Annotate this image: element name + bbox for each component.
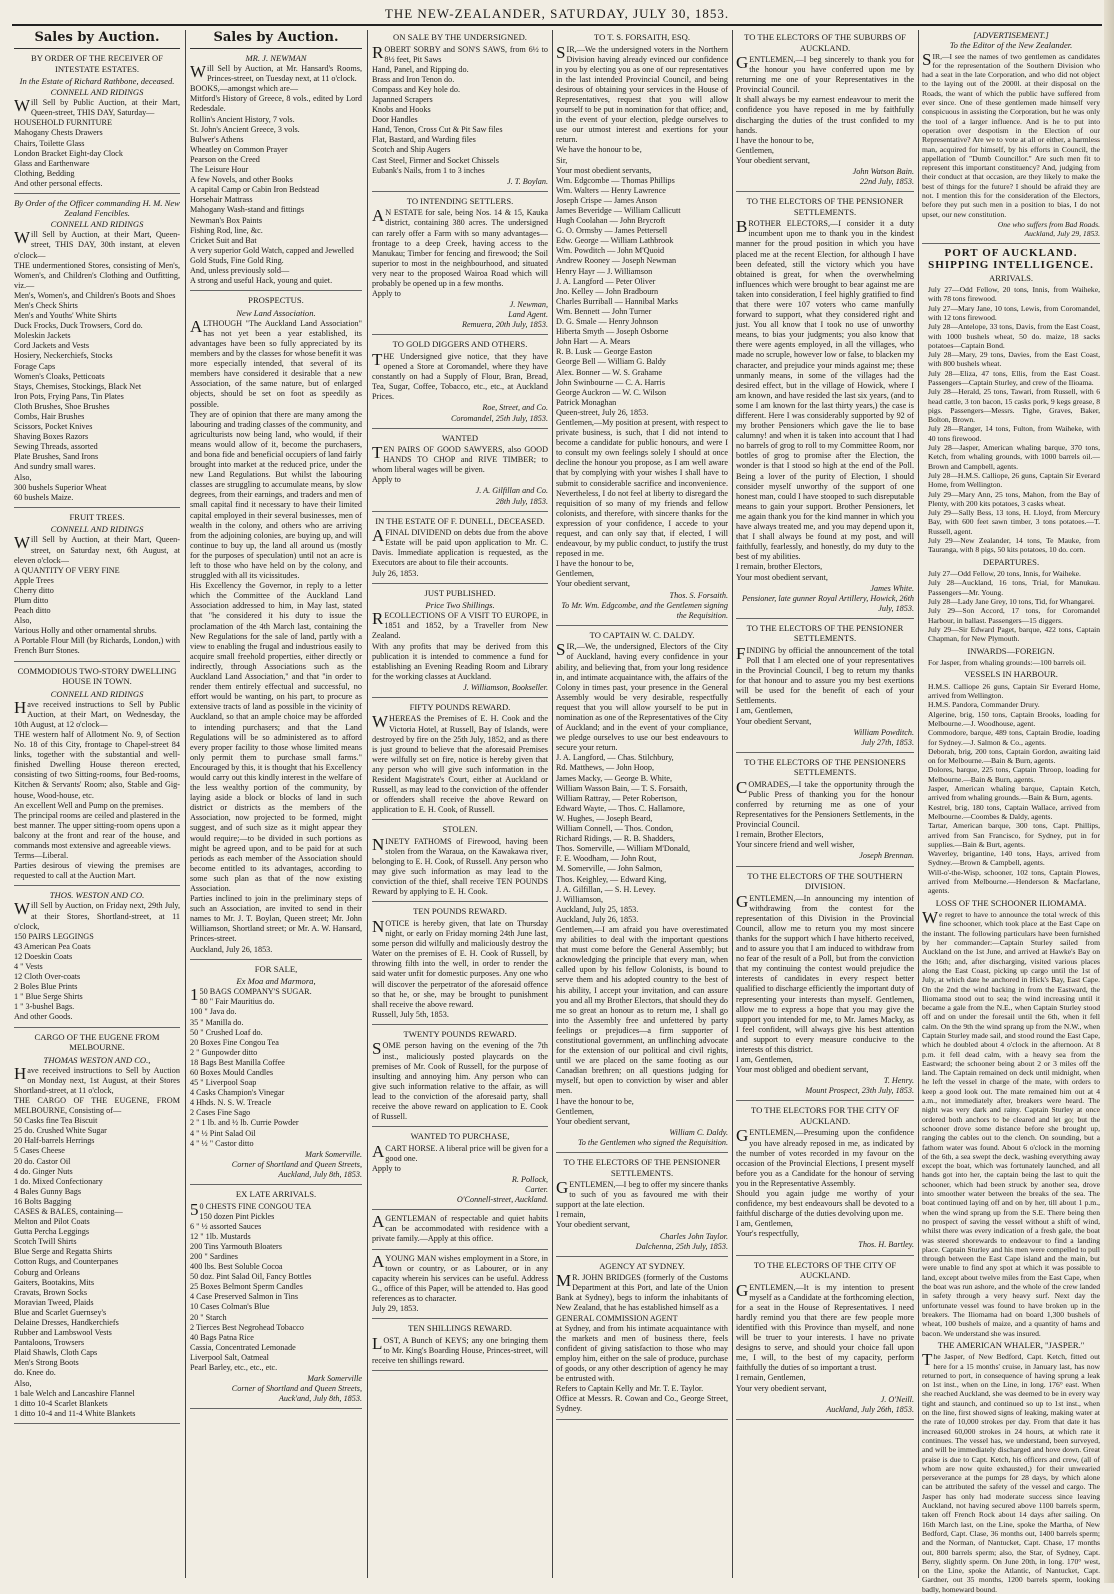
harbour-list: H.M.S. Calliope 26 guns, Captain Sir Everard Home, arrived from Wellington. H.M.S. Pandora, Commander Drury. Algerine, brig, 150 tons, Captain Brooks, loading for Melbourne.—J. Woodhouse, agent. Commodore, barque, 489 tons, Captain Brodie, loading for Sydney.—J. Salmon & Co., agents. Deborah, brig, 200 tons, Captain Gordon, awaiting laid on for Melbourne.—Bain & Burn, agents. Dolores, barque, 225 tons, Captain Throop, loading for Melbourne.—Bain & Burn, agents. Jasper, American whaling barque, Captain Ketch, arrived from whaling grounds.—Bain & Burn, agents. Kestrel, brig, 180 tons, Captain Wallace, arrived from Melbourne.—Coombes & Daldy, agents. Tartar, American barque, 300 tons, Capt. Phillips, arrived from San Francisco, for Sydney, put in for supplies.—Bain & Burt, agents. Waverley, brigantine, 140 tons, Hays, arrived from Sydney.—Brown & Campbell, agents. Will-o'-the-Wisp, schooner, 102 tons, Captain Plowes, arrived from Melbourne.—Henderson & Macfarlane, agents. <box>928 681 1100 896</box>
ad-body: GENTLEMEN,—I beg sincerely to thank you for the honour you have conferred upon me by returning me one of your Representatives in the Provincial Council. It shall always be my earnest endeavour to merit the confidence you have reposed in me by faithfully discharging the duties of the trust confided to my hands. I have the honour to be, Gentlemen, Your obedient servant, <box>736 53 914 165</box>
ad-signature: R. Pollock, Carter. O'Connell-street, Auckland. <box>456 1174 548 1205</box>
ad-title: TO CAPTAIN W. C. DALDY. <box>589 629 695 640</box>
column-divider <box>367 30 368 1578</box>
advertisement <box>190 964 362 1185</box>
ad-title: TO THE ELECTORS OF THE PENSIONER SETTLEMENTS. <box>746 196 904 217</box>
ad-subtitle: New Land Association. <box>236 307 316 318</box>
arrivals-list: July 27—Odd Fellow, 20 tons, Innis, from Waiheke, with 78 tons firewood. July 27—Mary Jane, 10 tons, Lewis, from Coromandel, with 12 tons firewood. July 28—Antelope, 33 tons, Davis, from the East Coast, with 1000 bushels wheat, 50 do. maize, 18 sacks potatoes—Captain Bond. July 28—Mary, 29 tons, Davies, from the East Coast, with 800 bushels wheat. July 28—Eliza, 47 tons, Ellis, from the East Coast. Passengers—Captain Sturley, and crew of the Ilioama. July 28—Herald, 25 tons, Tawari, from Russell, with 6 head cattle, 3 ton bacon, 15 casks pork, 9 kegs grease, 8 pigs. Passengers—Messrs. Tighe, Graves, Baker, Bolton, Brown. July 28—Ranger, 14 tons, Fulton, from Waiheke, with 40 tons firewood. July 28—Jasper, American whaling barque, 370 tons, Ketch, from whaling grounds, with 1000 barrels oil.—Brown and Campbell, agents. July 28—H.M.S. Calliope, 26 guns, Captain Sir Everard Home, from Wellington. July 29—Mary Ann, 25 tons, Mahon, from the Bay of Plenty, with 200 kits potatoes, 3 casks wheat. July 29—Sally Bess, 13 tons, H. Lloyd, from Mercury Bay, with 600 feet sawn timber, 3 tons potatoes.—T. Russell, agent. July 29—New Zealander, 14 tons, Te Mauke, from Tauranga, with 8 pigs, 50 kits potatoes, 10 do. corn. <box>928 285 1100 555</box>
advertisement <box>372 1214 548 1249</box>
ad-body: THE Undersigned give notice, that they have opened a Store at Coromandel, where they have constantly on had a Supply of Flour, Bran, Bread, Tea, Sugar, Coffee, Tobacco, etc., etc., at Auckland Prices. <box>372 349 548 402</box>
ad-body: MR. JOHN BRIDGES (formerly of the Customs Department at this Port, and late of the Union Bank at Sydney), begs to inform the inhabitants of New Zealand, that he has established himself as a GENERAL COMMISSION AGENT at Sydney, and from his intimate acquaintance with the markets and men of business there, feels confident of giving satisfaction to those who may employ him, either on the sale of produce, purchase of goods, or any other description of agency he may be entrusted with. Refers to Captain Kelly and Mr. T. E. Taylor. Office at Messrs. R. Cowan and Co., George Street, Sydney. <box>556 1271 728 1414</box>
harbour-heading: VESSELS IN HARBOUR. <box>964 669 1058 680</box>
ad-title: FRUIT TREES. <box>69 511 125 522</box>
advertisement <box>556 1261 728 1420</box>
auctioneer-name: CONNELL AND RIDINGS <box>50 219 144 230</box>
page-edge <box>1104 0 1114 1583</box>
ad-signature: J. T. Boylan. <box>506 176 548 186</box>
advertisement <box>14 53 180 194</box>
ad-body: GENTLEMEN,—I beg to offer my sincere thanks to such of you as favoured me with their support at the late election. I remain, Your obedient servant, <box>556 1178 728 1230</box>
section-heading: Sales by Auction. <box>14 30 180 49</box>
ad-signature: William Powditch. July 27th, 1853. <box>853 727 914 747</box>
column-4 <box>556 30 728 1578</box>
advertisement <box>372 196 548 336</box>
ad-body: SIR,—We the undersigned voters in the Northern Division having already evinced our confidence in you by electing you as one of our representatives in the last intended Provincial Council, and being desirous of obtaining your services in the House of Representatives, request that you will allow yourself to be put in nomination for that office; and, in the event of your election, pledge ourselves to use our utmost interest and exertions for your return. We have the honour to be, Sir, Your most obedient servants, Wm. Edgcombe — Thomas Phillips Wm. Walters — Henry Lawrence Joseph Crispe — James Anson James Beveridge — William Callicutt Hugh Coolahan — John Brycroft G. O. Ormsby — James Pettersell Edw. George — William Lathbrook Wm. Powditch — John M'Quoid Andrew Rooney — Joseph Newman Henry Hayr — J. Williamson J. A. Langford — Peter Oliver Jno. Kelley — John Bradbourn Charles Burriball — Hannibal Marks Wm. Bennett — John Turner D. G. Smale — Henry Johnson Hiberta Smyth — Joseph Osborne John Hart — A. Mears R. B. Lusk — George Easton George Bell — William G. Baldy Alex. Bonner — W. S. Grahame John Swinbourne — C. A. Harris George Auckron — W. C. Wilson Patrick Monaghan Queen-street, July 26, 1853. Gentlemen,—My position at present, with respect to private business, is such, that I did not intend to become a candidate for public honours, and were I to consult my own feelings solely I should at once decline the honour you propose, as I am well aware that by complying with your wishes I shall have to submit to considerable sacrifice and inconvenience. Nevertheless, I do not feel at liberty to disregard the requisition of so many of my friends and fellow colonists, and therefore, with sincere thanks for the expression of your confidence, I accede to your request, and can only say that, if elected, I will endeavour, by my public conduct, to justify the trust reposed in me. I have the honour to be, Gentlemen, Your obedient servant, <box>556 42 728 589</box>
ad-title: TO THE ELECTORS FOR THE CITY OF AUCKLAND. <box>750 1105 899 1126</box>
auctioneer-name: CONNELL AND RIDINGS <box>50 524 144 535</box>
ad-body: Will Sell by Auction, at their Mart, Queen-street, on Saturday next, 6th August, at eleven o'clock— A QUANTITY OF VERY FINE Apple Trees Cherry ditto Plum ditto Peach ditto Also, Various Holly and other ornamental shrubs. A Portable Flour Mill (by Richards, London,) with French Burr Stones. <box>14 533 180 656</box>
ad-title: AGENCY AT SYDNEY. <box>599 1260 685 1271</box>
ad-subtitle: By Order of the Officer commanding H. M. New Zealand Fencibles. <box>14 198 180 219</box>
ad-title: JUST PUBLISHED. <box>424 587 496 598</box>
column-2 <box>190 30 362 1578</box>
ad-signature: T. Henry. Mount Prospect, 23th July, 1853. <box>805 1076 914 1096</box>
ad-body: GENTLEMEN,—In announcing my intention of withdrawing from the contest for the representation of this Division in the Provincial Council, allow me to return you my most sincere thanks for the support which I have hitherto received, and to assure you that I am induced to withdraw from no fear of the result of a Poll, but from the conviction that my continuing the contest would prejudice the interests of candidates in every respect better qualified to discharge efficiently the important duty of representing your interests than myself. Gentlemen, allow me to express a hope that you may give the support you intended for me, to Mr. James Macky, as I feel confident, will always give his best attention and support to every measure conducive to the interests of this district. I am, Gentlemen, Your most obliged and obedient servant, <box>736 891 914 1075</box>
ad-subtitle: In the Estate of Richard Rathbone, deceased. <box>19 76 175 86</box>
ad-body: BROTHER ELECTORS,—I consider it a duty incumbent upon me to thank you in the kindest manner for the proud position in which you have placed me at the recent Election, for although I have been defeated, still the victory which you have obtained is great, for when the overwhelming influences which were brought to bear against me are taken into consideration, I feel highly gratified to find that there were 107 voters who came manfully forward to support, what they considered right and just. You all know that I took no use of unworthy means, to bias your judgments; you also know that there were agents employed, in all the villages, who made no scruple, however low or false, to blacken my character, and prejudice your minds against me; these unmanly means, in some of the villages had the desired effect, but in the village of Howick, where I am known, and have resided the last six years, (and to some I am known for the last thirty years,) the case is different. Here I was considerably supported by 92 of my brother Pensioners which gave the lie to base calumny! and when it is taken into account that I had no barrels of grog to roll to my Committee Room, nor bottles of grog to promise after the Election, the wonder is that I stood so high at the end of the Poll. Being a lover of the purity of Election, I should consider myself unworthy of the support of one honest man, could I have stooped to such disreputable means to gain your support. Brother Pensioners, let me again thank you for the kind manner in which you have always treated me, and you may depend upon it, that I shall always be found at my post, and will faithfully, fearlessly, and honestly, do my duty to the best of my abilities. I remain, brother Electors, Your most obedient servant, <box>736 217 914 582</box>
ad-title: FOR SALE, <box>254 963 298 974</box>
advertisement <box>372 32 548 192</box>
ad-title: TEN POUNDS REWARD. <box>413 906 507 917</box>
departures-label: DEPARTURES. <box>982 556 1040 567</box>
advertisement <box>372 588 548 698</box>
advertisement <box>372 906 548 1024</box>
ad-body: Have received instructions to Sell by Public Auction, at their Mart, on Wednesday, the 10th August, at 12 o'clock— THE western half of Allotment No. 9, of Section No. 18 of this City, frontage to Chapel-street 84 links, together with the substantial and well-finished Dwelling House thereon erected, consisting of two Sitting-rooms, four Bed-rooms, Kitchen & Servants' Room; also, Stable and Gig-house, Wood-house, etc. An excellent Well and Pump on the premises. The principal rooms are ceiled and plastered in the best manner. The upper sitting-room opens upon a balcony at the front and rear of the house, and commands most extensive and agreeable views. Terms—Liberal. Parties desirous of viewing the premises are requested to call at the Auction Mart. <box>14 697 180 881</box>
inwards-list: For Jasper, from whaling grounds:—100 barrels oil. <box>928 658 1086 668</box>
column-divider <box>918 30 919 1578</box>
column-6 <box>922 30 1100 1594</box>
ad-body: 150 BAGS COMPANY'S SUGAR. 80 " Fair Mauritius do. 100 " Java do. 35 " Manilla do. 50 " Crushed Loaf do. 20 Boxes Fine Congou Tea 2 " Gunpowder ditto 18 Bags Best Manilla Coffee 60 Boxes Mould Candles 45 " Liverpool Soap 4 Casks Champion's Vinegar 4 Hhds. N. S. W. Treacle 2 Cases Fine Sago 2 " 1 lb. and ½ lb. Currie Powder 4 " ½ Pint Salad Oil 4 " ½ " Castor ditto <box>190 985 312 1148</box>
ad-body: GENTLEMEN,—It is my intention to present myself as a Candidate at the forthcoming election, for a seat in the House of Representatives. I need hardly remind you that there are few people more identified with this Province than myself, and none will be truer to your interests. I have no private designs to serve, and should your choice fall upon me, I will, to the best of my capacity, perform faithfully the duties of so important a trust. I remain, Gentlemen, Your very obedient servant, <box>736 1280 914 1393</box>
ad-title: TO T. S. FORSAITH, ESQ. <box>594 32 690 42</box>
ad-signature: J. Newman, Land Agent. Remuera, 20th July, 1853. <box>462 300 548 330</box>
advertisement <box>372 1323 548 1371</box>
advertisement <box>190 1189 362 1409</box>
ad-signature: J. O'Neill. Auckland, July 26th, 1853. <box>826 1394 914 1414</box>
advertisement <box>14 890 180 1027</box>
ad-title: TO THE ELECTORS OF THE PENSIONERS SETTLEMENTS. <box>744 756 906 778</box>
section-heading: Sales by Auction. <box>190 30 362 49</box>
advertisement <box>556 1157 728 1257</box>
departures-list: July 27—Odd Fellow, 20 tons, Innis, for Waiheke. July 28—Auckland, 16 tons, Trial, for Manukau. Passengers—Mr. Young. July 28—Lady Jane Grey, 10 tons, Tid, for Whangarei. July 29—Son Accord, 17 tons, for Coromandel Harbour, in ballast. Passengers—15 diggers. July 29—Sir Edward Paget, barque, 422 tons, Captain Chapman, for New Plymouth. <box>928 569 1100 644</box>
ad-body: LOST, A Bunch of KEYS; any one bringing them to Mr. King's Boarding House, Princes-street, will receive ten shillings reward. <box>372 1333 548 1365</box>
ads-list <box>556 32 728 1420</box>
ad-title: WANTED TO PURCHASE, <box>410 1131 510 1142</box>
ad-title: TO THE ELECTORS OF THE SOUTHERN DIVISION. <box>747 870 903 892</box>
ad-signature: John Watson Bain. 22nd July, 1853. <box>852 167 914 187</box>
ad-body: NINETY FATHOMS of Firewood, having been stolen from the Waraua, on the Kawakawa river, belonging to E. H. Cook, of Russell. Any person who may give such information as may lead to the conviction of the thief, shall receive TEN POUNDS Reward by applying to E. H. Cook. <box>372 834 548 897</box>
ad-title: TO THE ELECTORS OF THE CITY OF AUCKLAND. <box>753 1259 897 1281</box>
advertisement <box>372 702 548 820</box>
ad-title: IN THE ESTATE OF F. DUNELL, DECEASED. <box>375 515 545 526</box>
advertisement <box>556 630 728 1153</box>
letter-body: SIR,—I see the names of two gentlemen as candidates for the representation of the Southern Division who had a seat in the late Corporation, and who did not object to the laying out of the 2000l. at their disposal on the Roads, the want of which the public have suffered from ever since. One of these gentlemen made himself very conspicuous in assisting the Corporation, but he was only the tool of a larger influence. And is he to put into operation over despotism in the Election of our Representative? Are we to vote at all or either, a harmless man, acquired for himself, by his efforts in Council, the appellation of "Dumb Councillor." Are such men fit to represent this important constituency? And, judging from their conduct at that occasion, are they likely to make the best of things for the future? I should be afraid they are not. I mention this for the consideration of the Electors, before they put such men in a position to bias, I do not upset, our new constitution. <box>922 49 1100 219</box>
auctioneer-name: CONNELL AND RIDINGS <box>50 87 144 98</box>
ad-title: CARGO OF THE EUGENE FROM MELBOURNE. <box>34 1031 160 1053</box>
advertisement <box>372 824 548 902</box>
ad-signature: Thos. H. Bartley. <box>858 1240 914 1250</box>
auctioneer-name: MR. J. NEWMAN <box>245 53 307 63</box>
advertisement <box>190 295 362 960</box>
ad-title: FIFTY POUNDS REWARD. <box>409 701 511 712</box>
ad-body: Will Sell by Auction, at their Mart, Queen-street, THIS DAY, 30th instant, at eleven o'clock— THE undermentioned Stores, consisting of Men's, Women's, and Children's Clothing and Outfitting, viz.— Men's, Women's, and Children's Boots and Shoes Men's Check Shirts Men's and Youths' White Shirts Duck Frocks, Duck Trowsers, Cord do. Moleskin Jackets Cord Jackets and Vests Hosiery, Neckerchiefs, Stocks Forage Caps Women's Cloaks, Petticoats Stays, Chemises, Stockings, Black Net Iron Pots, Frying Pans, Tin Plates Cloth Brushes, Shoe Brushes Combs, Hair Brushes Scissors, Pocket Knives Shaving Boxes Razors Sewing Threads, assorted Plate Brushes, Sand Irons And sundry small wares. Also, 300 bushels Superior Wheat 60 bushels Maize. <box>14 228 180 502</box>
ads-list <box>14 53 180 1424</box>
column-1 <box>14 30 180 1578</box>
ad-body: Have received instructions to Sell by Auction on Monday next, 1st August, at their Stores Shortland-street, at 11 o'clock, THE CARGO OF THE EUGENE, FROM MELBOURNE, Consisting of— 50 Casks fine Tea Biscuit 25 do. Crushed White Sugar 20 Half-barrels Herrings 5 Cases Cheese 20 do. Castor Oil 4 do. Ginger Nuts 1 do. Mixed Confectionary 4 Bales Gunny Bags 16 Bolts Bagging CASES & BALES, containing— Melton and Pilot Coats Gutta Percha Leggings Scotch Twill Shirts Blue Serge and Regatta Shirts Cotton Rugs, and Counterpanes Coburg and Orleans Gaiters, Bootakins, Mits Cravats, Brown Socks Moravian Tweed, Plaids Blue and Scarlet Guernsey's Delaine Dresses, Handkerchiefs Rubber and Lambswool Vests Pantaloons, Trowsers Plaid Shawls, Cloth Caps Men's Strong Boots do. Knee do. Also, 1 bale Welch and Lancashire Flannel 1 ditto 10-4 Scarlet Blankets 1 ditto 10-4 and 11-4 White Blankets <box>14 1063 180 1418</box>
editor-letter <box>922 31 1100 244</box>
advertisement <box>372 516 548 584</box>
ad-body: SOME person having on the evening of the 7th inst., maliciously posted playcards on the premises of Mr. Cook of Russell, for the purpose of insulting and annoying him. Any person who can give such information relative to the affair, as will lead to the conviction of the aforesaid party, shall receive the above reward on application to E. Cook of Russell. <box>372 1039 548 1122</box>
advertisement <box>14 666 180 887</box>
advertisement <box>736 623 914 753</box>
ad-signature: Charles John Taylor. Dalchenna, 25th July, 1853. <box>635 1231 728 1251</box>
ad-title: BY ORDER OF THE RECEIVER OF INTESTATE ESTATES. <box>30 53 164 74</box>
advertisement <box>372 1029 548 1127</box>
ad-body: FINDING by official the announcement of the total Poll that I am elected one of your representatives in the Provincial Council, I beg to return my thanks for that honour and to assure you my best exertions will be used for the benefit of each of your Settlements. I am, Gentlemen, Your obedient Servant, <box>736 643 914 726</box>
advertisement <box>14 512 180 662</box>
ad-title: COMMODIOUS TWO-STORY DWELLING HOUSE IN TOWN. <box>17 665 177 687</box>
ad-title: TO THE ELECTORS OF THE PENSIONER SETTLEMENTS. <box>746 622 904 644</box>
ad-signature: Mark Somerville. Corner of Shortland and Queen Streets, Auckland, July 8th, 1853. <box>231 1149 362 1179</box>
ad-body: NOTICE is hereby given, that late on Thursday night, or early on Friday morning 24th June last, some person did wilfully and maliciously destroy the Water on the premises of E. H. Cook of Russell, by throwing filth into the well, in order to render the said water unfit for domestic purposes. Any one who will discover the perpetrator of the aforesaid offence so that he, or she, may be brought to punishment shall receive the above reward. Russell, July 5th, 1853. <box>372 916 548 1019</box>
advertisement <box>736 1260 914 1420</box>
ad-title: ON SALE BY THE UNDERSIGNED. <box>393 32 527 42</box>
column-divider <box>732 30 733 1578</box>
advertisement <box>736 196 914 619</box>
ad-signature: Roe, Street, and Co. Coromandel, 25th July, 1853. <box>450 403 548 423</box>
ad-body: ACART HORSE. A liberal price will be given for a good one. Apply to <box>372 1141 548 1173</box>
ad-body: AGENTLEMAN of respectable and quiet habits can be accommodated with residence with a private family.—Apply at this office. <box>372 1212 548 1244</box>
advertisement <box>736 32 914 192</box>
masthead-rule <box>12 24 1102 26</box>
ad-title: TO THE ELECTORS OF THE PENSIONER SETTLEMENTS. <box>563 1157 721 1178</box>
ad-title: STOLEN. <box>442 824 478 835</box>
advertisement <box>14 198 180 508</box>
advertisement-label: [ADVERTISEMENT.] <box>973 30 1049 40</box>
ad-signature: James White. Pensioner, late gunner Royal Artillery, Howick, 26th July, 1853. <box>742 583 914 613</box>
ad-title: WANTED <box>441 432 479 443</box>
ad-body: AFINAL DIVIDEND on debts due from the above Estate will be paid upon application to Mr. C. Davis. Immediate application is requested, as the Executors are about to file their accounts. July 26, 1853. <box>372 526 548 578</box>
advertisement <box>190 53 362 291</box>
ad-body: Will Sell by Public Auction, at their Mart, Queen-street, THIS DAY, Saturday— HOUSEHOLD FURNITURE Mahogany Chests Drawers Chairs, Toilette Glass London Bracket Eight-day Clock Glass and Earthenware Clothing, Bedding And other personal effects. <box>14 96 180 188</box>
ad-body: Will Sell by Auction, on Friday next, 29th July, at their Stores, Shortland-street, at 11 o'clock, 150 PAIRS LEGGINGS 43 American Pea Coats 12 Doeskin Coats 4 " Vests 12 Cloth Over-coats 2 Boles Blue Prints 1 " Blue Serge Shirts 1 " 3-bushel Bags. And other Goods. <box>14 899 180 1022</box>
ad-title: TEN SHILLINGS REWARD. <box>408 1323 512 1334</box>
inwards-label: INWARDS—FOREIGN. <box>967 645 1055 656</box>
ad-body: AYOUNG MAN wishes employment in a Store, in town or country, or as Labourer, or in any capacity wherein his services can be useful. Address G., office of this Paper, will be attended to. Has good references as to character. July 29, 1853. <box>372 1251 548 1313</box>
ad-body: RECOLLECTIONS OF A VISIT TO EUROPE, in 1851 and 1852, by a Traveller from New Zealand. With any profits that may be derived from this publication it is intended to commence a fund for establishing an Evening Reading Room and Library for the working classes at Auckland. <box>372 609 548 681</box>
arrivals-label: ARRIVALS. <box>988 272 1033 283</box>
ad-body: COMRADES,—I take the opportunity through the Public Press of thanking you for the honour conferred by returning me as one of your Representatives for the Pensioners Settlements, in the Provincial Council. I remain, Brother Electors, Your sincere friend and well wisher, <box>736 777 914 850</box>
ad-title: TO GOLD DIGGERS AND OTHERS. <box>392 339 528 350</box>
advertisement <box>736 871 914 1102</box>
ad-signature: Mark Somerville Corner of Shortland and Queen Streets, Auck'and, July 8th, 1853. <box>231 1374 362 1404</box>
masthead: THE NEW-ZEALANDER, SATURDAY, JULY 30, 1853. <box>384 6 730 21</box>
ad-subtitle: Price Two Shillings. <box>425 600 495 611</box>
ad-title: PROSPECTUS. <box>248 295 304 306</box>
ad-subtitle: Ex Moa and Marmora, <box>236 976 316 987</box>
ad-body: WHEREAS the Premises of E. H. Cook and the Victoria Hotel, at Russell, Bay of Islands, were destroyed by fire on the 25th July, 1852, and as there is just ground to believe that the aforesaid Premises were wilfully set on fire, notice is hereby given that any person who will give such information in the Resident Magistrate's Court, either at Auckland or Russell, as may lead to the conviction of the offender or offenders shall receive the above Reward on application to E. H. Cook, of Russell. <box>372 712 548 815</box>
ads-list <box>190 53 362 1409</box>
column-divider <box>552 30 553 1578</box>
auctioneer-name: CONNELL AND RIDINGS <box>50 688 144 699</box>
port-heading: PORT OF AUCKLAND. <box>944 246 1078 259</box>
letter-title: To the Editor of the New Zealander. <box>949 40 1073 51</box>
whaler-article: The Jasper, of New Bedford, Capt. Ketch, fitted out here for a 15 months' cruise, in January last, has now returned to port, in consequence of having sprung a leak on 1st inst., when on the Line, in long. 176° east. When she reached Auckland, she was deemed to be in every way tight and staunch, and continued so up to 1st inst., when on the line, first showed signs of leaking, making water at the rate of 10,000 strokes per day. From that date it has increased 60,000 strokes in 24 hours, at which rate it continues. The vessel has, we understand, been surveyed, and will be immediately discharged and hove down. Great praise is due to Capt. Ketch, his officers and crew, (all of whom are now quite exhausted,) for their unwearied perseverance at the pumps for 28 days, by which alone can be attributed the safety of the vessel and cargo. The Jasper has only had moderate success since leaving Auckland, not having secured above 1100 barrels sperm, taken off French Rock about 14 days after sailing. On 16th March last, on the Line, spoke the Martha, of New Bedford, Capt. Clase, 36 months out, 1400 barrels sperm; and the Norman, of Nantucket, Capt. Chase, 17 months out, 800 barrels sperm; also, the Star, of Sydney, Capt. Berry, slightly sperm. On June 20th, in long. 170° west, on the Line, spoke the Atlantic, of Nantucket, Capt. Gardner, out 35 months, 1200 barrels sperm, looking badly, homeward bound. <box>922 1350 1100 1594</box>
column-divider <box>185 30 186 1578</box>
ad-body: ALTHOUGH "The Auckland Land Association" has not yet been a year established, its advantages have been so fully appreciated by its members and by the classes for whose benefit it was more especially intended, that several of its members have considered it desirable that a new Association, of the same nature, but of enlarged objects, should be set on foot as speedily as possible. They are of opinion that there are many among the labouring and trading classes of the community, and agriculturists now being land, who would, if their means would allow of it, become the purchasers, and bona fide and beneficial occupiers of land fairly brought into market at the reduced price, under the new Land Regulations. But whilst the labouring classes are struggling to accumulate means, by slow degrees, from their earnings, and traders and men of small capital find it necessary to have their limited capital employed in their several businesses, men of wealth in the colony, and others who are arriving from the adjoining colonies, are buying up, and will continue to buy up, the land all around us (mostly for the purposes of speculation) until not an acre is left to those who have held on by the colony, and struggled with all its vicissitudes. His Excellency the Governor, in reply to a letter which the Committee of the Auckland Land Association addressed to him, in May last, stated that "he considered it his duty to issue the proclamation of the 4th March last, containing the New Regulations for the sale of land, partly with a view to enabling the frugal and industrious easily to acquire small freehold properties, either directly or indirectly, through Associations such as the Auckland Land Association," and that "in order to render them entirely effectual and successful, no effort would be wanting, on his part, to procure as extensive tracts of land as possible in the vicinity of Auckland, so that an ample choice may be afforded to intending purchasers; and that the Land Regulations will be so administered as to afford every proper facility to those whose limited means only permit them to purchase small farms." Encouraged by this, it is thought that his Excellency would carry out this kindly interest in the welfare of the less wealthy portion of the community, by laying aside a block or blocks of land in such district or districts as the members of the Association, now projected to be formed, might suggest, and of such size as it might appear they would require;—to be divided in such portions as might be agreed upon, and to be paid for at such periods as each member of the Association should become entitled to its advantages, according to some such plan as that of the now existing Association. Parties inclined to join in the preliminary steps of such an Association, are invited to send in their names to Mr. J. T. Boylan, Queen street; Mr. John Williamson, Shortland street; or Mr. A. W. Hansard, Princes-street. Auckland, July 26, 1853. <box>190 316 362 954</box>
advertisement <box>736 1105 914 1255</box>
ad-signature: Thos. S. Forsaith. To Mr. Wm. Edgcombe, and the Gentlemen signing the Requisition. <box>561 590 728 620</box>
ad-title: TO INTENDING SETTLERS. <box>406 195 514 206</box>
advertisement <box>14 1032 180 1424</box>
ad-signature: J. A. Gilfillan and Co. 28th July, 1853. <box>475 486 548 506</box>
ad-body: ROBERT SORBY and SON'S SAWS, from 6½ to 8½ feet, Pit Saws Hand, Panel, and Ripping do. Brass and Iron Tenon do. Compass and Key hole do. Japanned Scrapers Knobs and Hooks Door Handles Hand, Tenon, Cross Cut & Pit Saw files Flat, Bastard, and Warding files Scotch and Ship Augers Cast Steel, Firmer and Socket Chissels Eubank's Nails, from 1 to 3 inches <box>372 42 548 175</box>
shipping-heading: SHIPPING INTELLIGENCE. <box>928 259 1094 272</box>
ad-signature: Joseph Brennan. <box>859 851 914 861</box>
auctioneer-name: THOS. WESTON AND CO. <box>49 890 145 901</box>
ad-signature: William C. Daldy. To the Gentlemen who signed the Requisition. <box>577 1127 728 1147</box>
whaler-heading: THE AMERICAN WHALER, "JASPER." <box>937 1339 1085 1350</box>
ad-body: Will Sell by Auction, at Mr. Hansard's Rooms, Princes-street, on Tuesday next, at 11 o'clock. BOOKS,—amongst which are— Mitford's History of Greece, 8 vols., edited by Lord Redesdale. Rollin's Ancient History, 7 vols. St. John's Ancient Greece, 3 vols. Bulwer's Athens Wheatley on Common Prayer Pearson on the Creed The Leisure Hour A few Novels, and other Books A capital Camp or Cabin Iron Bedstead Horsehair Mattrass Mahogany Wash-stand and fittings Newman's Box Paints Fishing Rod, line, &c. Cricket Suit and Bat A very superior Gold Watch, capped and Jewelled Gold Studs, Fine Gold Ring. And, unless previously sold— A strong and useful Hack, young and quiet. <box>190 62 362 286</box>
ads-list <box>736 32 914 1420</box>
advertisement <box>372 1251 548 1320</box>
letter-signature: One who suffers from Bad Roads. Auckland, July 29, 1853. <box>997 219 1100 239</box>
ad-body: 50 CHESTS FINE CONGOU TEA 150 dozen Pint Pickles 6 " ½ assorted Sauces 12 " 1lb. Mustards 200 Tins Yarmouth Bloaters 200 " Sardines 400 lbs. Best Soluble Cocoa 50 doz. Pint Salad Oil, Fancy Bottles 25 Boxes Belmont Sperm Candles 4 Case Preserved Salmon in Tins 10 Cases Colman's Blue 20 " Starch 2 Tierces Best Negrohead Tobacco 40 Bags Patna Rice Cassia, Concentrated Lemonade Liverpool Salt, Oatmeal Pearl Barley, etc., etc., etc. <box>190 1199 312 1373</box>
advertisement <box>372 339 548 428</box>
ad-body: AN ESTATE for sale, being Nos. 14 & 15, Kauka district, containing 380 acres. The undersigned can rarely offer a Farm with so many advantages—frontage to a deep Creek, having access to the Manukau; Timber for fencing and firewood; the Soil superior to most in the neighbourhood, and situated very near to the proposed Wairoa Road which will probably be opened up in a few months. Apply to <box>372 206 548 299</box>
column-5 <box>736 30 914 1578</box>
column-3 <box>372 30 548 1578</box>
auctioneer-name: THOMAS WESTON AND CO., <box>43 1054 151 1065</box>
ad-body: GENTLEMEN,—Presuming upon the confidence you have already reposed in me, as indicated by the number of votes recorded in my favour on the occasion of the Provincial Elections, I present myself before you as a Candidate for the honour of serving you in the Representative Assembly. Should you again judge me worthy of your confidence, my best endeavours shall be devoted to a faithful discharge of the duties devolving upon me. I am, Gentlemen, Your's respectfully, <box>736 1126 914 1239</box>
ad-body: SIR,—We, the undersigned, Electors of the City of Auckland, having every confidence in your ability, and believing that, from your long residence in, and intimate acquaintance with, the affairs of the Colony in times past, your presence in the General Assembly would be very desirable, respectfully request that you will allow yourself to be put in nomination as one of the Representatives of the City of Auckland; and in the event of your compliance, we pledge ourselves to use our best endeavours to secure your return. J. A. Langford, — Chas. Stilchbury, Rd. Matthews, — John Hoop, James Macky, — George B. White, William Wasson Bain, — T. S. Forsaith, William Rattray, — Peter Robertson, Edward Wayte, — Thos. C. Hallamore, W. Hughes, — Joseph Beard, William Connell, — Thos. Condon, Richard Ridings, — R. B. Shadders, Thos. Somerville, — William M'Donald, F. E. Woodham, — John Rout, M. Somerville, — John Salmon, Thos. Keighley, — Edward King, J. A. Gilfillan, — S. H. Levey. J. Williamson, Auckland, July 25, 1853. Auckland, July 26, 1853. Gentlemen,—I am afraid you have overestimated my abilities to deal with the important questions that must come before the General Assembly; but acknowledging the principle that every man, when called upon by his fellow Colonists, is bound to serve them and his adopted country to the best of his ability, I accept your invitation, and can assure you and all my Brother Electors, that should they do me so great an honour as to return me, I shall go into the Assembly free and unfettered by party feelings or prejudices—a firm supporter of constitutional government, an unflinching advocate for the extension of our political and civil rights, until we are placed on the same footing as our Canadian brethren; on all questions judging for myself, but open to conviction by wiser and abler men. I have the honour to be, Gentlemen, Your obedient servant, <box>556 640 728 1126</box>
ads-list <box>372 32 548 1371</box>
ad-body: TEN PAIRS OF GOOD SAWYERS, also GOOD HANDS TO CHOP and RIVE TIMBER; to whom liberal wages will be given. Apply to <box>372 443 548 485</box>
loss-article: We regret to have to announce the total wreck of this fine schooner, which took place at the East Cape on the instant. The following particulars have been furnished by her commander:—Captain Sturley sailed from Auckland on the 1st June, and arrived at Hawke's Bay on the 16th; and, after discharging, visited various places along the East Coast, picking up cargo until the 1st of July, at which date he anchored in Hick's Bay, East Cape. On the 2nd the wind backing in from the Eastward, the Iliomama stood out to sea; the wind increasing until it became a gale from the N.E., when Captain Sturley stood off and on under the foresail until the 6th, when it fell calm. On the 9th the wind sprang up from the N.W., when Captain Sturley made sail, and stood round the East Cape, which he doubled about 4 o'clock in the afternoon. At 8 p.m. it fell dead calm, with a heavy sea from the Eastward; the schooner being about 2 or 3 miles off the land. The Captain remained on deck until midnight, when he left the vessel in charge of the mate, with orders to keep a good look out. The mate remained him out at 4 a.m., not immediately after, breakers were heard. The night was very dark and rainy. Captain Sturley at once ordered both anchors to be cleared and let go; but the schooner drove some distance before she brought up, ranging the cables out to the clench. On sounding, but a fathom water was found. About 6 o'clock in the morning of the 6th, a sea swept the deck, washing everything away except the boat, which was fortunately launched, and all hands got into her, the captain being the last to quit the schooner, which had been struck by another sea, drove into smoother water between the breaks of the sea. The boat continued laying off and on by her, till about 1 p.m., when the wind sprang up from the S.E. There being then no prospect of saving the vessel without a shift of wind, whilst there was every indication of a fresh gale, the boat was steered shorewards to endeavour to find a landing place. Captain Sturley and his men were compelled to pull through between the East Cape island and the main, but were unable to find any spot at which it was possible to land, except about twelve miles from the East Cape, when the boat was run ashore, and the whole of the crew landed in safety through a very heavy surf. Next day the unfortunate vessel was found to have broken up in the breakers. The Iliomama had on board 1,300 bushels of wheat, 100 bushels of maize, and a quantity of hams and bacon. We understand she was insured. <box>922 908 1100 1338</box>
ad-title: TO THE ELECTORS OF THE SUBURBS OF AUCKLAND. <box>744 32 906 53</box>
ad-title: EX LATE ARRIVALS. <box>235 1189 317 1200</box>
advertisement <box>372 1131 548 1210</box>
advertisement <box>372 433 548 512</box>
ad-title: TWENTY POUNDS REWARD. <box>403 1028 517 1039</box>
advertisement <box>736 757 914 867</box>
ad-signature: J. Williamson, Bookseller. <box>463 682 548 692</box>
advertisement <box>556 32 728 626</box>
loss-heading: LOSS OF THE SCHOONER ILIOMAMA. <box>935 897 1087 908</box>
